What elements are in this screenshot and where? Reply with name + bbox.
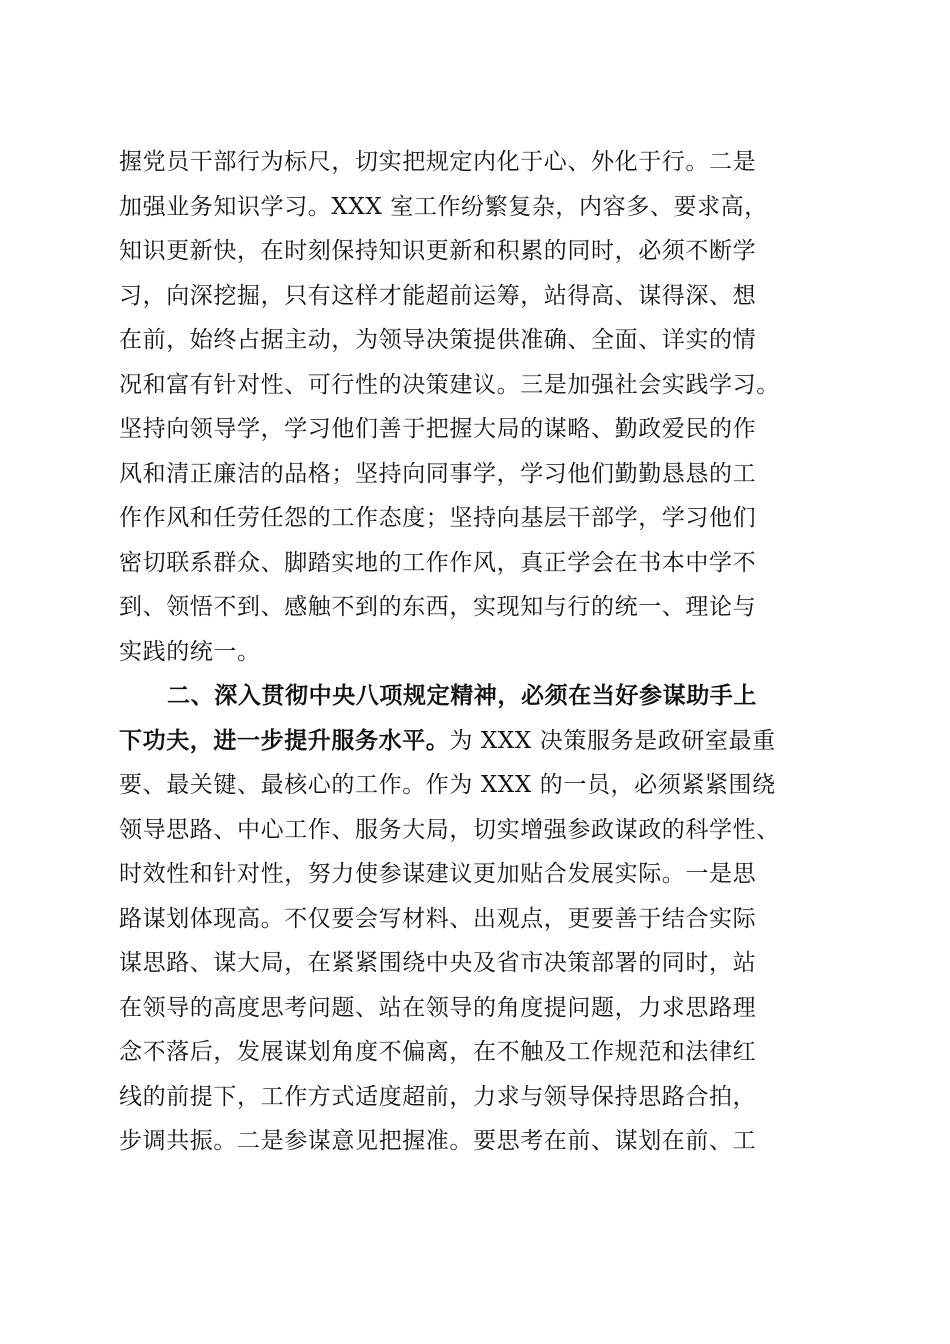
text-line: 习，向深挖掘，只有这样才能超前运筹，站得高、谋得深、想 [119, 282, 757, 309]
text-line: 密切联系群众、脚踏实地的工作作风，真正学会在书本中学不 [119, 549, 757, 576]
text-line: 在前，始终占据主动，为领导决策提供准确、全面、详实的情 [119, 327, 757, 353]
text-line: 实践的统一。 [119, 638, 261, 665]
section-heading-continuation [119, 719, 831, 764]
text-line: 时效性和针对性，努力使参谋建议更加贴合发展实际。一是思 [119, 861, 757, 887]
text-line: 风和清正廉洁的品格；坚持向同事学，学习他们勤勤恳恳的工 [119, 460, 757, 487]
body-text [119, 140, 831, 1164]
text-line: 线的前提下，工作方式适度超前，力求与领导保持思路合拍， [119, 1083, 757, 1110]
text-line: 作作风和任劳任怨的工作态度；坚持向基层干部学，学习他们 [119, 505, 757, 531]
text-line: 况和富有针对性、可行性的决策建议。三是加强社会实践学习。 [119, 371, 780, 398]
text-line: 步调共振。二是参谋意见把握准。要思考在前、谋划在前、工 [119, 1128, 757, 1154]
section-heading-end: 下功夫，进一步提升服务水平。 [119, 726, 450, 754]
section-heading: 二、深入贯彻中央八项规定精神，必须在当好参谋助手上 [167, 682, 757, 709]
text-line: 领导思路、中心工作、服务大局，切实增强参政谋政的科学性、 [119, 816, 780, 843]
text-line: 坚持向领导学，学习他们善于把握大局的谋略、勤政爱民的作 [119, 416, 757, 442]
text-line: 握党员干部行为标尺，切实把规定内化于心、外化于行。二是 [119, 149, 757, 175]
text-line: 加强业务知识学习。XXX 室工作纷繁复杂，内容多、要求高， [119, 193, 768, 220]
text-line-rest: 为 XXX 决策服务是政研室最重 [449, 727, 776, 754]
text-line: 念不落后，发展谋划角度不偏离，在不触及工作规范和法律红 [119, 1039, 757, 1065]
text-line: 知识更新快，在时刻保持知识更新和积累的同时，必须不断学 [119, 238, 757, 264]
text-line: 路谋划体现高。不仅要会写材料、出观点，更要善于结合实际 [119, 905, 757, 932]
text-line: 要、最关键、最核心的工作。作为 XXX 的一员，必须紧紧围绕 [119, 772, 776, 798]
text-line: 在领导的高度思考问题、站在领导的角度提问题，力求思路理 [119, 994, 757, 1021]
text-line: 谋思路、谋大局，在紧紧围绕中央及省市决策部署的同时，站 [119, 950, 757, 976]
text-line: 到、领悟不到、感触不到的东西，实现知与行的统一、理论与 [119, 594, 757, 620]
